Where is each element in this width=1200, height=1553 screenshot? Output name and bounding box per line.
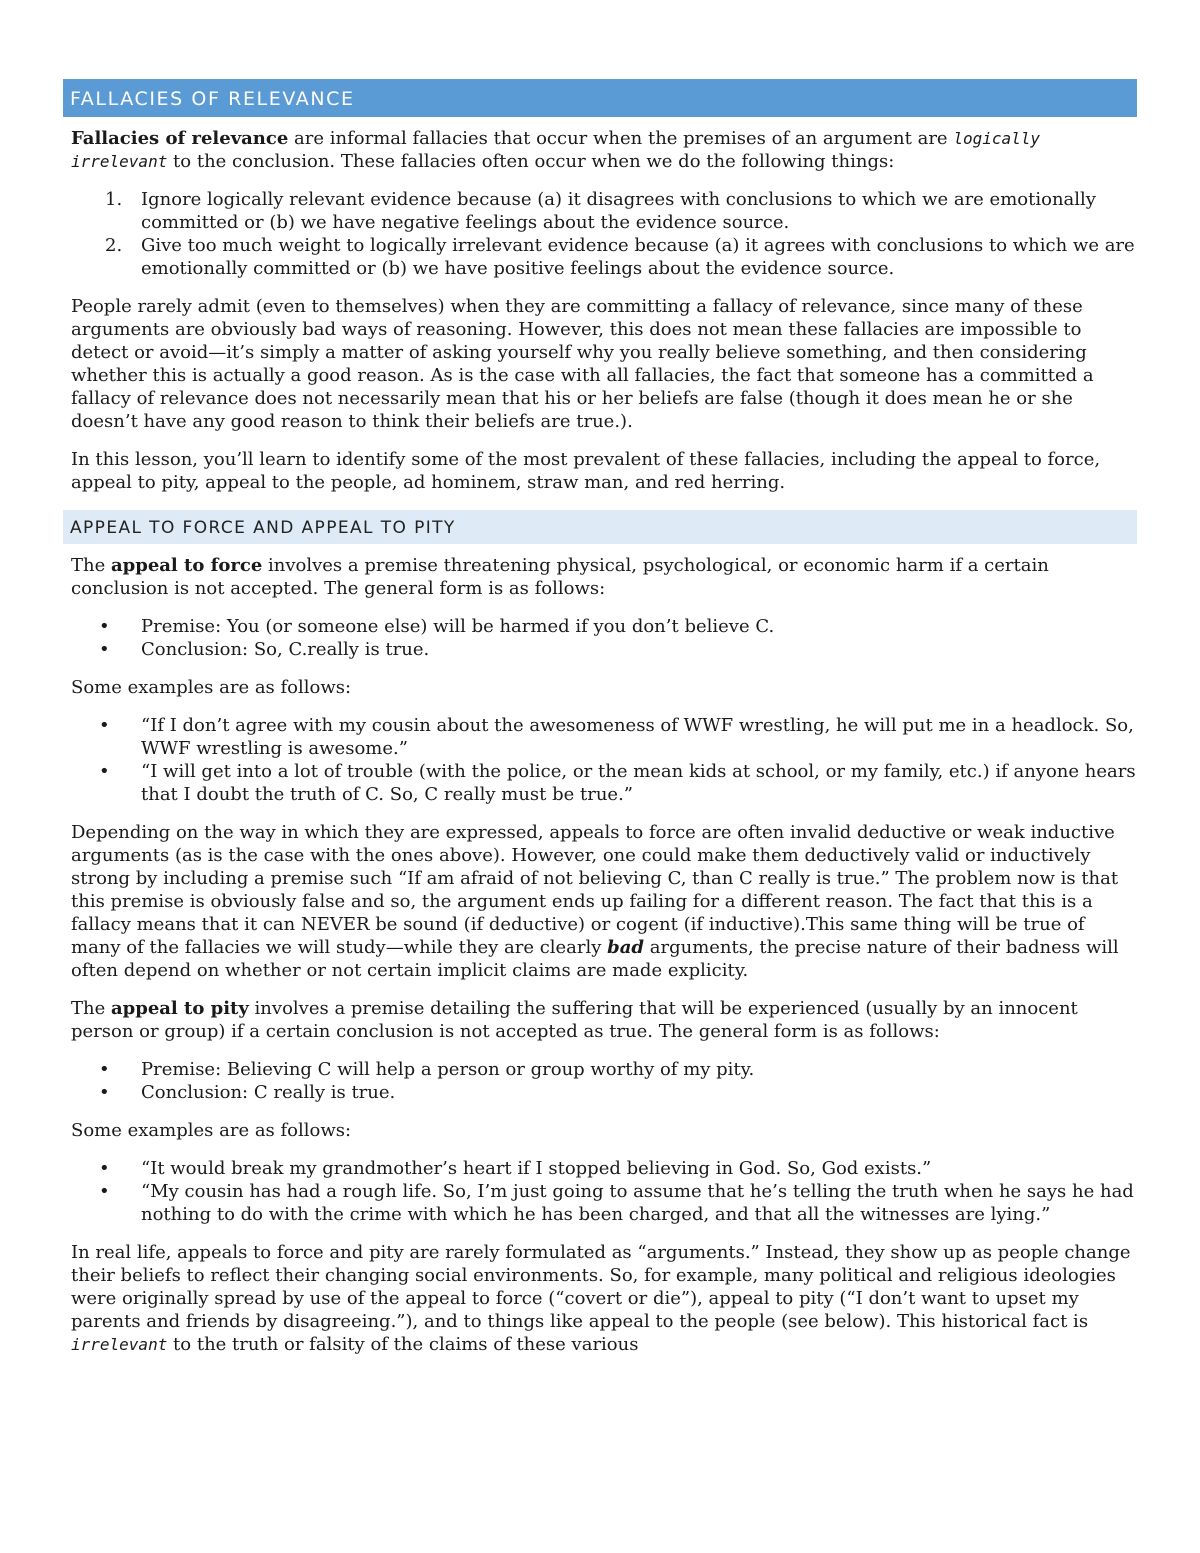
section-heading-fallacies-of-relevance: FALLACIES OF RELEVANCE [63,79,1137,117]
paragraph-lesson-overview: In this lesson, you’ll learn to identify some of the most prevalent of these fallacies, including the appeal to force, appeal to pity, appeal to the people, ad hominem, straw man, and red herring. [71,449,1101,493]
bullet-icon: • [99,1181,110,1202]
bullet-list-force-form [63,615,1137,661]
list-item-text: “If I don’t agree with my cousin about the awesomeness of WWF wrestling, he will put me in a headlock. So, WWF wrestling is awesome.” [141,715,1134,759]
list-item [99,1180,1137,1226]
text: In real life, appeals to force and pity are rarely formulated as “arguments.” Instead, they show up as people change their beliefs to reflect their changing social environments. So, for example, many political and religious ideologies were originally spread by use of the appeal to force (“covert or die”), appeal to pity (“I don’t want to upset my parents and friends by disagreeing.”), and to things like appeal to the people (see below). This historical fact is [71,1242,1131,1332]
text: to the truth or falsity of the claims of these various [167,1334,639,1355]
bullet-icon: • [99,616,110,637]
emphasis-irrelevant: irrelevant [71,1335,168,1354]
examples-label: Some examples are as follows: [71,1120,352,1141]
list-number: 1. [105,189,123,210]
bullet-list-force-examples [63,714,1137,806]
bullet-icon: • [99,715,110,736]
paragraph-force-discussion [71,821,1137,982]
text: The [71,555,111,576]
list-item [99,1058,1137,1081]
bullet-icon: • [99,1082,110,1103]
text: arguments, the precise nature of their badness will often depend on whether or not certain implicit claims are made explicity. [71,937,1119,981]
list-number: 2. [105,235,123,256]
term-appeal-to-pity: appeal to pity [110,998,249,1019]
bullet-icon: • [99,1059,110,1080]
list-item [99,1081,1137,1104]
section-heading-appeal-to-force-and-pity: APPEAL TO FORCE AND APPEAL TO PITY [63,510,1137,544]
list-item [99,638,1137,661]
document-page [63,79,1137,1371]
bullet-icon: • [99,1158,110,1179]
list-item-text: Give too much weight to logically irrelevant evidence because (a) it agrees with conclusions to which we are emotionally committed or (b) we have positive feelings about the evidence source. [141,235,1135,279]
term-fallacies-of-relevance: Fallacies of relevance [71,128,289,149]
numbered-list [63,188,1137,280]
list-item-text: Premise: Believing C will help a person or group worthy of my pity. [141,1059,755,1080]
list-item-text: Ignore logically relevant evidence because (a) it disagrees with conclusions to which we are emotionally committed or (b) we have negative feelings about the evidence source. [141,189,1096,233]
bullet-list-pity-form [63,1058,1137,1104]
text: involves a premise threatening physical, psychological, or economic harm if a certain conclusion is not accepted. The general form is as follows: [71,555,1049,599]
paragraph-real-life [71,1241,1137,1356]
list-item-text: Conclusion: C really is true. [141,1082,396,1103]
list-item [99,714,1137,760]
term-appeal-to-force: appeal to force [110,555,263,576]
list-item [99,760,1137,806]
list-item-text: “It would break my grandmother’s heart if I stopped believing in God. So, God exists.” [141,1158,932,1179]
list-item-text: Conclusion: So, C.really is true. [141,639,430,660]
list-item-text: “I will get into a lot of trouble (with the police, or the mean kids at school, or my family, etc.) if anyone hears that I doubt the truth of C. So, C really must be true.” [141,761,1136,805]
paragraph-appeal-to-force [71,554,1137,600]
list-item [99,1157,1137,1180]
examples-label: Some examples are as follows: [71,677,352,698]
intro-text-2: to the conclusion. These fallacies often occur when we do the following things: [167,151,895,172]
intro-text-1: are informal fallacies that occur when the premises of an argument are [288,128,954,149]
paragraph-appeal-to-pity [71,997,1137,1043]
text: Depending on the way in which they are expressed, appeals to force are often invalid deductive or weak inductive arguments (as is the case with the ones above). However, one could make them deductively valid or inductively strong by including a premise such “If am afraid of not believing C, than C really is true.” The problem now is that this premise is obviously false and so, the argument ends up failing for a different reason. The fact that this is a fallacy means that it can NEVER be sound (if deductive) or cogent (if inductive).This same thing will be true of many of the fallacies we will study—while they are clearly [71,822,1119,958]
list-item [99,615,1137,638]
text: The [71,998,111,1019]
list-item-text: Premise: You (or someone else) will be harmed if you don’t believe C. [141,616,775,637]
list-item [105,234,1137,280]
text: involves a premise detailing the suffering that will be experienced (usually by an innocent person or group) if a certain conclusion is not accepted as true. The general form is as follows: [71,998,1078,1042]
bullet-icon: • [99,639,110,660]
bullet-icon: • [99,761,110,782]
paragraph-people-rarely-admit: People rarely admit (even to themselves) when they are committing a fallacy of relevance, since many of these arguments are obviously bad ways of reasoning. However, this does not mean these fallacies are impossible to detect or avoid—it’s simply a matter of asking yourself why you really believe something, and then considering whether this is actually a good reason. As is the case with all fallacies, the fact that someone has a committed a fallacy of relevance does not necessarily mean that his or her beliefs are false (though it does mean he or she doesn’t have any good reason to think their beliefs are true.). [71,296,1094,432]
emphasis-bad: bad [607,937,645,958]
intro-paragraph [71,127,1137,173]
bullet-list-pity-examples [63,1157,1137,1226]
list-item [105,188,1137,234]
list-item-text: “My cousin has had a rough life. So, I’m just going to assume that he’s telling the truth when he says he had nothing to do with the crime with which he has been charged, and that all the witnesses are lying.” [141,1181,1134,1225]
emphasis-logically-irrelevant: logically irrelevant [71,129,1041,171]
